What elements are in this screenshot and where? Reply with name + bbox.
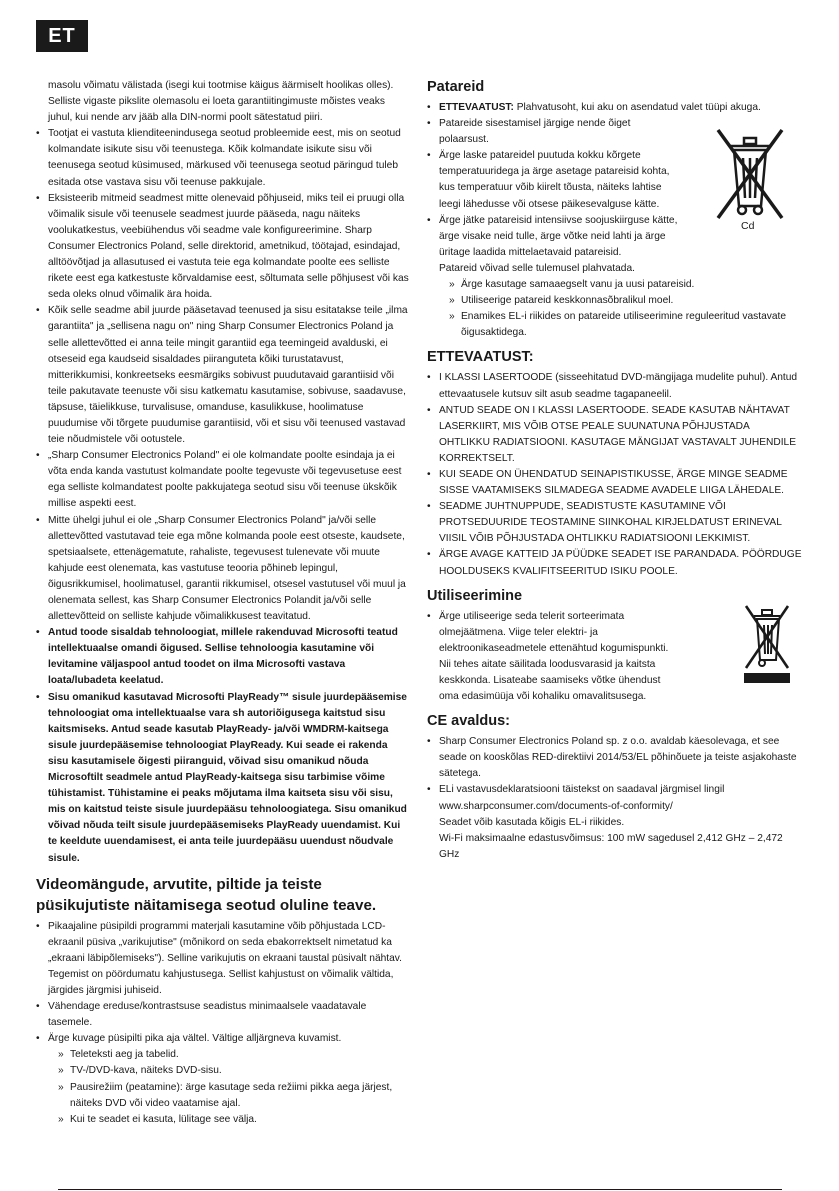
battery-warning-label: ETTEVAATUST: <box>439 102 514 113</box>
list-item: • Kõik selle seadme abil juurde pääsetavad teenused ja sisu esitatakse teile „ilma garantiita" ja „sellisena nagu on" ning Sharp Consumer Electronics Poland ja selle allettevõtted ei anna teile mingit garantiid ega teemingeid avalduski, ei otseseid ega kaudseid sisaldades piiranguteta kõiki turustatavust, mitterikkumisi, konkreetseks eesmärgiks sobivust puudutavaid garantiisid või teile pakutavate teenuste või sisu katkematu kasutamise, sobivuse, saadavuse, täpsuse, täielikkuse, turvalisuse, omanduse, kasulikkuse, hoolimatuse puudumise või tõrgete puudumise garantiisid, või et sisu või teenused vastavad teie nõudmistele või ootustele. <box>36 303 410 448</box>
list-item: • I KLASSI LASERTOODE (sisseehitatud DVD-mängijaga mudelite puhul). Antud ettevaatusele kutsuv silt asub seadme tagapaneelil. <box>427 370 802 402</box>
list-item: • KUI SEADE ON ÜHENDATUD SEINAPISTIKUSSE, ÄRGE MINGE SEADME SISSE VAATAMISEKS SILMADEGA SEADME AVADELE LIIGA LÄHEDALE. <box>427 467 802 499</box>
list-item: • Vähendage ereduse/kontrastsuse seadistus minimaalsele vaadatavale tasemele. <box>36 999 410 1031</box>
list-item: • Ärge utiliseerige seda telerit sorteerimata olmejäätmena. Viige teler elektri- ja elektroonikaseadmetele ettenähtud kogumispunkti. Nii tehes aitate säilitada loodusvarasid ja kaitsta keskkonda. Lisateabe saamiseks võtke ühendust oma edasimüüja või kohaliku omavalitsusega. <box>427 609 802 706</box>
sub-list-item: » Teleteksti aeg ja tabelid. <box>36 1047 410 1063</box>
list-item: • ÄRGE AVAGE KATTEID JA PÜÜDKE SEADET ISE PARANDADA. PÖÖRDUGE HOOLDUSEKS KVALIFITSEERITUD ISIKU POOLE. <box>427 547 802 579</box>
list-item: • Ärge kuvage püsipilti pika aja vältel. Vältige alljärgneva kuvamist. <box>36 1031 410 1047</box>
battery-continuation: Patareid võivad selle tulemusel plahvatada. <box>439 262 635 274</box>
ce-usage-line: Seadet võib kasutada kõigis EL-i riikides. <box>439 816 625 828</box>
disposal-title: Utiliseerimine <box>427 587 523 604</box>
list-item: • Patareide sisestamisel järgige nende õiget polaarsust. <box>427 116 802 148</box>
list-item <box>427 100 802 116</box>
caution-title: ETTEVAATUST: <box>427 349 534 366</box>
warranty-list <box>36 126 410 866</box>
list-item: • ANTUD SEADE ON I KLASSI LASERTOODE. SEADE KASUTAB NÄHTAVAT LASERKIIRT, MIS VÕIB OTSE PEALE SUUNATUNA PÕHJUSTADA OHTLIKKU RADIATSIOONI. KASUTAGE MÄNGIJAT VASTAVALT JUHENDILE KORREKTSELT. <box>427 403 802 467</box>
batteries-title: Patareid <box>427 79 485 95</box>
battery-sublist <box>427 277 802 341</box>
list-item: • Mitte ühelgi juhul ei ole „Sharp Consumer Electronics Poland" ja/või selle allettevõtted vastutavad teie ega mõne kolmanda poole eest otseste, kaudsete, spetsiaalsete, ettenägematute, rahaliste, tegevusest tulenevate või muute kahjude eest olenemata, kas vastutuse teooria põhineb lepingul, õigusrikkumisel, hoolimatusel, garantii rikkumisel, otsesel vastutusel või muul ja olenemata sellest, kas Sharp Consumer Electronics Polandit ja/või selle allettevõtteid on selliste kahjude võimalikkusest teavitatud. <box>36 513 410 626</box>
left-column <box>36 78 410 1128</box>
list-item: • Pikaajaline püsipildi programmi materjali kasutamine võib põhjustada LCD-ekraanil püsiva „varikujutise" (mõnikord on seda ebakorrektselt nimetatud ka „ekraani läbipõlemiseks"). Selline varikujutis on ekraani taustal püsivalt nähtav. Tegemist on pöördumatu kahjustusega. Sellist kahjustust on võimalik vältida, järgides järgmisi juhiseid. <box>36 919 410 999</box>
video-section-title: Videomängude, arvutite, piltide ja teiste püsikujutiste näitamisega seotud oluline teave. <box>36 875 377 914</box>
crossed-bin-battery-icon <box>712 124 788 236</box>
list-item: • Eksisteerib mitmeid seadmest mitte olenevaid põhjuseid, miks teil ei pruugi olla võimalik sisule või teenusele seadmest juurde pääseda, nagu näiteks voolukatkestus, veebiühendus või seadme vale konfigureerimine. Sharp Consumer Electronics Poland, selle direktorid, ametnikud, töötajad, esindajad, alltöövõtjad ja allasutused ei vastuta teie ega kolmandate poolte ees selliste rikete eest ega katkestuste kõrvaldamise eest, sõltumata selle põhjusest või kas seda oleks olnud võimalik ära hoida. <box>36 191 410 304</box>
list-item: • ELi vastavusdeklaratsiooni täistekst on saadaval järgmisel lingil www.sharpconsumer.com/documents-of-conformity/ <box>427 782 802 814</box>
sub-list-item: » Pausirežiim (peatamine): ärge kasutage seda režiimi pikka aega järjest, näiteks DVD või video vaatamise ajal. <box>36 1080 410 1112</box>
list-item: • Tootjat ei vastuta klienditeenindusega seotud probleemide eest, mis on seotud kolmandate isikute sisu või teenustega. Kõik kolmandate isikute sisu või teenusega seotud küsimused, märkused või teenusega seotud päringud tuleb esitada otse vastava sisu või teenuse pakkujale. <box>36 126 410 190</box>
list-item: • Sharp Consumer Electronics Poland sp. z o.o. avaldab käesolevaga, et see seade on kooskõlas RED-direktiivi 2014/53/EL põhinõuete ja teiste asjakohaste sätetega. <box>427 734 802 782</box>
intro-paragraph: masolu võimatu välistada (isegi kui tootmise käigus äärmiselt hoolikas olles). Selliste vigaste pikslite olemasolu ei loeta garantiitingimuste mõistes veaks juhul, kui nende arv jääb alla DIN-normi poolt sätestatud piiri. <box>48 80 394 124</box>
ce-wifi-line: Wi-Fi maksimaalne edastusvõimsus: 100 mW sagedusel 2,412 GHz – 2,472 GHz <box>439 832 783 860</box>
sub-list-item: » Ärge kasutage samaaegselt vanu ja uusi patareisid. <box>427 277 802 293</box>
list-item: • Ärge laske patareidel puutuda kokku kõrgete temperatuuridega ja ärge asetage patareisid kohta, kus temperatuur võib kiirelt tõusta, näiteks lahtise leegi lähedusse või otsese päikesevalguse kätte. <box>427 148 802 212</box>
weee-bin-icon <box>742 602 792 684</box>
video-list <box>36 919 410 1048</box>
sub-list-item: » Utiliseerige patareid keskkonnasõbralikul moel. <box>427 293 802 309</box>
sub-list-item: » Kui te seadet ei kasuta, lülitage see välja. <box>36 1112 410 1128</box>
cd-label: Cd <box>741 220 755 232</box>
language-badge: ET <box>36 20 88 52</box>
sub-list-item: » TV-/DVD-kava, näiteks DVD-sisu. <box>36 1063 410 1079</box>
video-sublist <box>36 1047 410 1127</box>
list-item: • Antud toode sisaldab tehnoloogiat, millele rakenduvad Microsofti teatud intellektuaalse omandi õigused. Sellise tehnoloogia kasutamine või levitamine väljaspool antud toodet on ilma Microsofti vastava loata/lubadeta keelatud. <box>36 625 410 689</box>
footer-divider <box>58 1189 782 1190</box>
list-item: • SEADME JUHTNUPPUDE, SEADISTUSTE KASUTAMINE VÕI PROTSEDUURIDE TEOSTAMINE SIINKOHAL KIRJELDATUST ERINEVAL VIISIL VÕIB PÕHJUSTADA OHTLIKKU RADIATSIOONI LEKKIMIST. <box>427 499 802 547</box>
list-item: • Sisu omanikud kasutavad Microsofti PlayReady™ sisule juurdepääsemise tehnoloogiat oma intellektuaalse vara sh autoriõigusega kaitstud sisu kaitsmiseks. Antud seade kasutab PlayReady- ja/või WMDRM-kaitsega sisule juurdepääsemise tehnoloogiat PlayReady. Kui seade ei rakenda sisu kasutamisele õigesti piiranguid, võivad sisu omanikud nõuda Microsoftilt seadmele antud PlayReady-kaitsega sisu tarbimise võime tühistamist. Tühistamine ei peaks mõjutama ilma kaitseta sisu või sisu, mis on kaitstud teiste sisule juurdepääsu tehnoloogiatega. Sisu omanikud võivad nõuda teilt sisule juurdepääsemiseks PlayReady uuendamist. Kui te keeldute uuendamisest, ei anta teile juurdepääsu uuendust nõudvale sisule. <box>36 690 410 867</box>
ce-list <box>427 734 802 814</box>
ce-title: CE avaldus: <box>427 713 510 730</box>
list-item: • „Sharp Consumer Electronics Poland" ei ole kolmandate poolte esindaja ja ei võta enda kanda vastutust kolmandate poolte tegevuste või tegevusetuse eest ega selliste kolmandatest poolte pakkujatega seotud sisu või teenuse ükskõik millise aspekti eest. <box>36 448 410 512</box>
battery-warning-text: Plahvatusoht, kui aku on asendatud valet tüüpi akuga. <box>513 102 761 113</box>
caution-list <box>427 370 802 579</box>
sub-list-item: » Enamikes EL-i riikides on patareide utiliseerimine reguleeritud vastavate õigusaktidega. <box>427 309 802 341</box>
list-item: • Ärge jätke patareisid intensiivse soojuskiirguse kätte, ärge visake neid tulle, ärge võtke neid lahti ja ärge üritage laadida mittelaetavaid patareisid. <box>427 213 802 261</box>
